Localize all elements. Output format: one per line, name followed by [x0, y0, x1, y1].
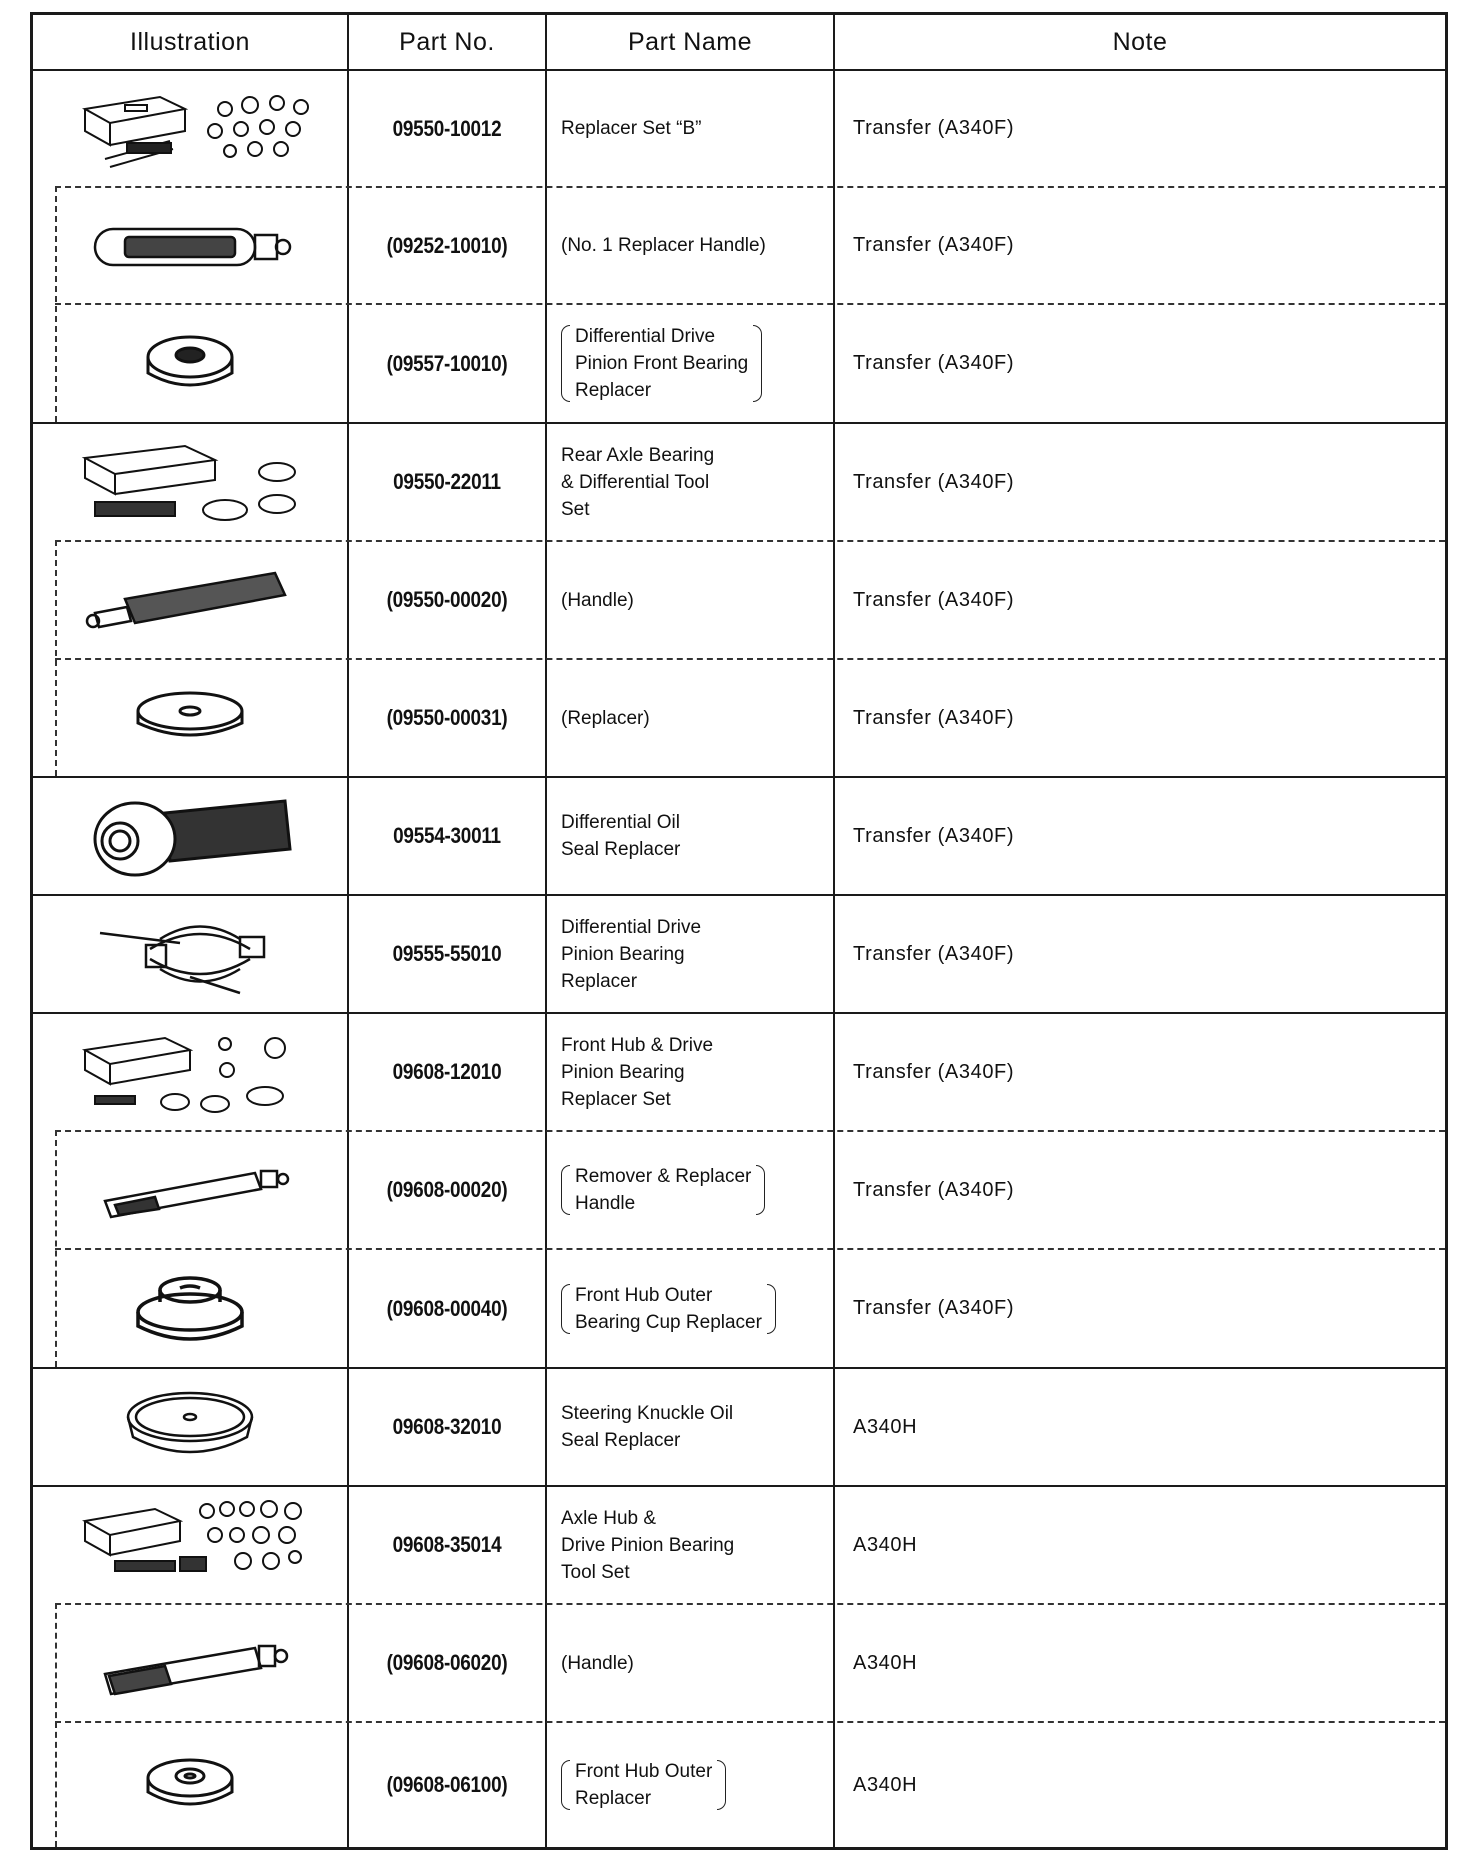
note: Transfer (A340F) [853, 234, 1015, 256]
tool-table [30, 12, 1448, 1850]
table-row [33, 305, 1445, 422]
part-name-text: Differential Oil Seal Replacer [561, 812, 681, 860]
note: Transfer (A340F) [853, 1297, 1015, 1319]
table-row [33, 896, 1445, 1012]
part-name [561, 1487, 817, 1603]
table-row [33, 660, 1445, 776]
note: Transfer (A340F) [853, 942, 1015, 965]
part-name [561, 542, 817, 658]
replacer-disc-icon [33, 660, 347, 776]
part-name-text: Steering Knuckle Oil Seal Replacer [561, 1403, 734, 1451]
part-number: (09608-06100) [386, 1772, 508, 1797]
part-name [561, 1369, 817, 1485]
header-part-no: Part No. [399, 27, 495, 56]
note: Transfer (A340F) [853, 1178, 1015, 1201]
table-grid [33, 15, 1445, 1847]
table-row [33, 424, 1445, 540]
part-number: 09608-35014 [392, 1532, 502, 1557]
replacer-disc-icon [33, 1723, 347, 1847]
part-name-text: (No. 1 Replacer Handle) [561, 235, 766, 256]
part-number: 09550-22011 [393, 469, 501, 494]
note: A340H [853, 1533, 918, 1556]
replacer-disc-icon [33, 305, 347, 422]
part-number: 09554-30011 [393, 823, 501, 848]
part-number: (09608-00020) [386, 1177, 508, 1202]
part-number: (09550-00031) [386, 705, 508, 730]
table-row [33, 542, 1445, 658]
stepped-disc-icon [33, 1250, 347, 1367]
part-number: (09608-00040) [386, 1295, 508, 1321]
part-name-text: (Replacer) [561, 707, 650, 729]
part-name [561, 896, 817, 1012]
table-row [33, 1250, 1445, 1367]
part-name-text: Front Hub & Drive Pinion Bearing Replacer Set [561, 1034, 714, 1110]
part-name [561, 305, 817, 422]
table-row [33, 1605, 1445, 1721]
part-number: 09608-32010 [392, 1414, 502, 1439]
part-name-text: Differential Drive Pinion Bearing Replacer [561, 916, 702, 992]
part-number: (09608-06020) [386, 1650, 508, 1675]
header-part-name: Part Name [628, 27, 752, 56]
part-name-text: Axle Hub & Drive Pinion Bearing Tool Set [561, 1507, 735, 1583]
table-row [33, 1014, 1445, 1130]
part-name [561, 1605, 817, 1721]
table-row [33, 188, 1445, 303]
part-number: 09555-55010 [392, 941, 502, 966]
part-number: 09550-10012 [392, 115, 502, 141]
knurled-handle-icon [33, 1605, 347, 1721]
note: Transfer (A340F) [853, 117, 1015, 139]
table-row [33, 1132, 1445, 1248]
note: A340H [853, 1773, 918, 1796]
part-name [561, 1723, 817, 1847]
replacer-handle-icon [33, 1132, 347, 1248]
tool-set-case-icon [33, 1014, 347, 1130]
table-row [33, 1723, 1445, 1847]
part-name-text: Remover & Replacer Handle [561, 1163, 765, 1217]
part-name-text: (Handle) [561, 1652, 634, 1674]
header-note: Note [1112, 27, 1168, 56]
large-disc-icon [33, 1369, 347, 1485]
part-name [561, 1014, 817, 1130]
tool-set-case-icon [33, 424, 347, 540]
note: Transfer (A340F) [853, 706, 1015, 729]
part-name-text: Rear Axle Bearing & Differential Tool Set [561, 444, 715, 520]
seal-replacer-icon [33, 778, 347, 894]
table-row [33, 1369, 1445, 1485]
part-name-text: Replacer Set “B” [561, 118, 702, 139]
part-name [561, 424, 817, 540]
bearing-puller-icon [33, 896, 347, 1012]
part-name [561, 188, 817, 303]
part-number: (09557-10010) [386, 350, 508, 376]
part-name [561, 71, 817, 186]
tool-set-case-icon [33, 1487, 347, 1603]
header-illustration: Illustration [130, 27, 250, 56]
note: Transfer (A340F) [853, 352, 1015, 374]
tool-set-case-icon [33, 71, 347, 186]
replacer-handle-icon [33, 188, 347, 303]
knurled-handle-icon [33, 542, 347, 658]
table-row [33, 1487, 1445, 1603]
note: Transfer (A340F) [853, 824, 1015, 847]
note: A340H [853, 1651, 918, 1674]
note: A340H [853, 1415, 918, 1438]
part-name-text: Differential Drive Pinion Front Bearing Replacer [561, 323, 762, 404]
part-name-text: (Handle) [561, 589, 634, 611]
note: Transfer (A340F) [853, 1060, 1015, 1083]
table-row [33, 778, 1445, 894]
part-name [561, 778, 817, 894]
table-row [33, 71, 1445, 186]
note: Transfer (A340F) [853, 470, 1015, 493]
part-number: (09252-10010) [386, 232, 508, 258]
part-name [561, 1250, 817, 1367]
part-number: 09608-12010 [392, 1059, 502, 1084]
part-number: (09550-00020) [386, 587, 508, 612]
part-name-text: Front Hub Outer Replacer [561, 1758, 726, 1812]
part-name [561, 660, 817, 776]
part-name-text: Front Hub Outer Bearing Cup Replacer [561, 1282, 776, 1336]
note: Transfer (A340F) [853, 588, 1015, 611]
part-name [561, 1132, 817, 1248]
